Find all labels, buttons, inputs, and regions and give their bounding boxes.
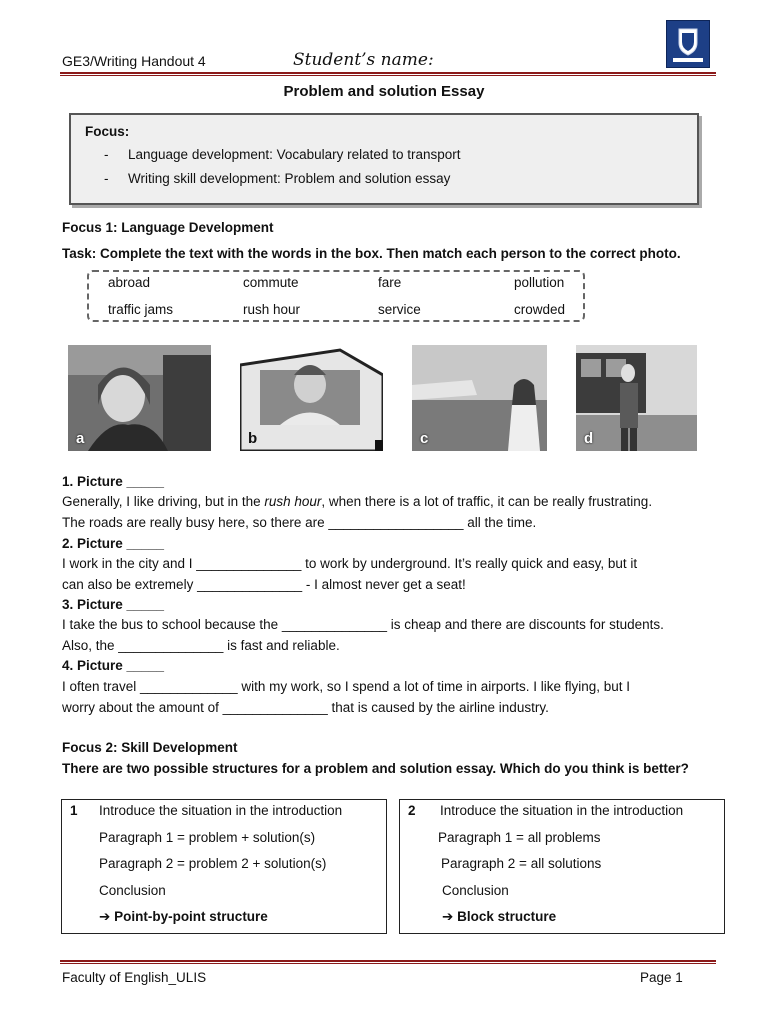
- word-box: [87, 270, 585, 322]
- focus-label: Focus:: [85, 124, 130, 139]
- focus2-heading: Focus 2: Skill Development: [62, 740, 238, 755]
- structure-paragraph-1: Paragraph 1 = problem + solution(s): [99, 830, 316, 845]
- structure-paragraph-2: Paragraph 2 = all solutions: [441, 856, 602, 871]
- bullet-dash: -: [104, 171, 109, 186]
- focus-box: [69, 113, 699, 205]
- structure-box-2: [399, 799, 725, 934]
- crest-icon: [667, 21, 709, 67]
- focus-item: [104, 147, 460, 162]
- question-text: I often travel _____________ with my work, so I spend a lot of time in airports. I like flying, but I: [62, 679, 631, 694]
- task-instruction: Task: Complete the text with the words in the box. Then match each person to the correct photo.: [62, 246, 681, 261]
- photo-b: [240, 345, 383, 451]
- photo-d: [576, 345, 697, 451]
- structure-intro: Introduce the situation in the introduction: [99, 803, 343, 818]
- photo-label: a: [76, 430, 85, 447]
- photo-c: [412, 345, 547, 451]
- arrow-right-icon: ➔: [442, 909, 454, 924]
- structure-paragraph-2: Paragraph 2 = problem 2 + solution(s): [99, 856, 327, 871]
- student-by-bus-photo: [576, 345, 697, 451]
- structure-box-1: [61, 799, 387, 934]
- header-rule: [60, 72, 716, 74]
- structure-name: ➔ Block structure: [442, 909, 557, 924]
- woman-on-train-photo: [68, 345, 211, 451]
- arrow-right-icon: ➔: [99, 909, 111, 924]
- footer-page-number: Page 1: [640, 970, 683, 985]
- question-text: Also, the ______________ is fast and reliable.: [62, 638, 340, 653]
- footer-faculty: Faculty of English_ULIS: [62, 970, 207, 985]
- word-item: rush hour: [243, 302, 301, 317]
- photo-label: d: [584, 430, 594, 447]
- word-item: traffic jams: [108, 302, 174, 317]
- structure-name: ➔ Point-by-point structure: [99, 909, 268, 924]
- focus-item-text: Language development: Vocabulary related to transport: [128, 147, 461, 162]
- photo-a: [68, 345, 211, 451]
- question-title: 3. Picture _____: [62, 597, 165, 612]
- structure-intro: Introduce the situation in the introduction: [440, 803, 684, 818]
- woman-at-airport-photo: [412, 345, 547, 451]
- photo-label: b: [248, 430, 258, 447]
- structure-paragraph-1: Paragraph 1 = all problems: [438, 830, 601, 845]
- focus-item-text: Writing skill development: Problem and solution essay: [128, 171, 451, 186]
- man-in-car-photo: [240, 345, 383, 451]
- question-text: worry about the amount of ______________ that is caused by the airline industry.: [62, 700, 549, 715]
- question-title: 2. Picture _____: [62, 536, 165, 551]
- word-item: commute: [243, 275, 299, 290]
- word-item: fare: [378, 275, 402, 290]
- structure-number: 2: [408, 803, 416, 818]
- word-item: service: [378, 302, 421, 317]
- structure-number: 1: [70, 803, 78, 818]
- photo-label: c: [420, 430, 429, 447]
- question-title: 4. Picture _____: [62, 658, 165, 673]
- university-logo: [666, 20, 710, 68]
- word-item: crowded: [514, 302, 566, 317]
- footer-rule-thin: [60, 963, 716, 964]
- focus1-heading: Focus 1: Language Development: [62, 220, 274, 235]
- bullet-dash: -: [104, 147, 109, 162]
- page-title: Problem and solution Essay: [283, 83, 485, 100]
- header-rule-thin: [60, 75, 716, 76]
- structure-conclusion: Conclusion: [99, 883, 166, 898]
- question-text: I work in the city and I ______________ to work by underground. It’s really quick and easy, but it: [62, 556, 638, 571]
- question-text: can also be extremely ______________ - I almost never get a seat!: [62, 577, 466, 592]
- word-item: abroad: [108, 275, 151, 290]
- question-text: The roads are really busy here, so there are __________________ all the time.: [62, 515, 537, 530]
- question-title: 1. Picture _____: [62, 474, 165, 489]
- question-text: Generally, I like driving, but in the rush hour, when there is a lot of traffic, it can be really frustrating.: [62, 494, 653, 509]
- student-name-label: Student’s name:: [293, 50, 434, 70]
- question-text: I take the bus to school because the ______________ is cheap and there are discounts for students.: [62, 617, 664, 632]
- word-item: pollution: [514, 275, 565, 290]
- focus2-question: There are two possible structures for a problem and solution essay. Which do you think is better?: [62, 761, 689, 776]
- focus-item: [104, 171, 450, 186]
- footer-rule: [60, 960, 716, 962]
- course-title: GE3/Writing Handout 4: [62, 53, 206, 69]
- structure-conclusion: Conclusion: [442, 883, 509, 898]
